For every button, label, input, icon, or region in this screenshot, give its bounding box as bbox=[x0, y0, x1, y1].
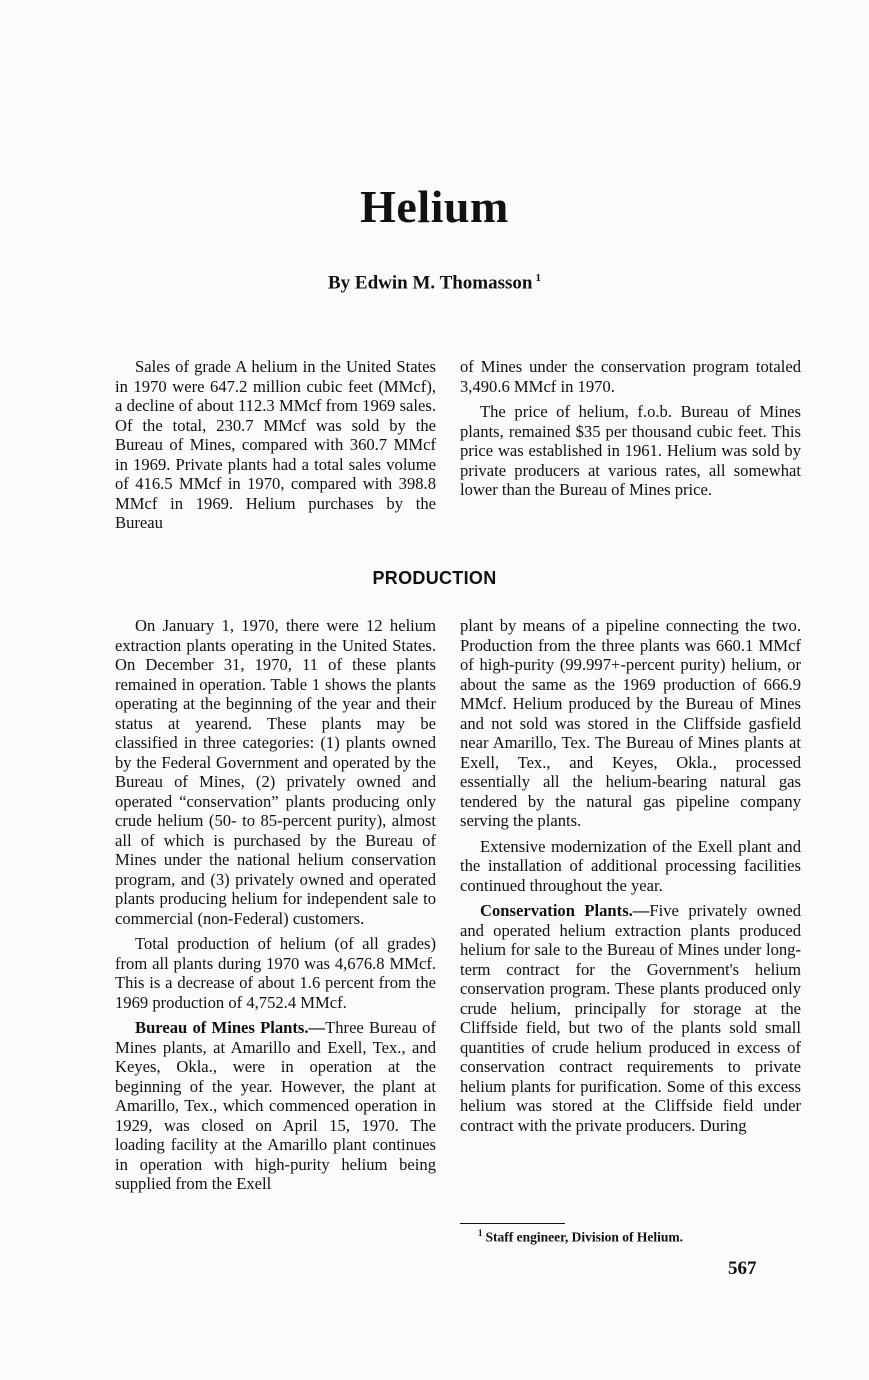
author-name: By Edwin M. Thomasson bbox=[328, 272, 533, 294]
production-column-right bbox=[460, 616, 801, 1141]
intro-paragraph-1b: of Mines under the conservation program totaled 3,490.6 MMcf in 1970. bbox=[460, 357, 801, 396]
production-column-left bbox=[115, 616, 436, 1200]
footnote-text: Staff engineer, Division of Helium. bbox=[485, 1229, 683, 1245]
intro-column-left bbox=[115, 357, 436, 539]
bureau-of-mines-paragraph-b: plant by means of a pipeline connecting the two. Production from the three plants was 660.1 MMcf of high-purity (99.997+-percent purity) helium, or about the same as the 1969 production of 666.9 MMcf. Helium produced by the Bureau of Mines and not sold was stored in the Cliffside gasfield near Amarillo, Tex. The Bureau of Mines plants at Exell, Tex., and Keyes, Okla., processed essentially all the helium-bearing natural gas tendered by the natural gas pipeline company serving the plants. bbox=[460, 616, 801, 830]
conservation-plants-paragraph bbox=[460, 901, 801, 1135]
conservation-plants-text: Five privately owned and operated helium extraction plants produced helium for sale to the Bureau of Mines under long-term contract for the Government's helium conservation program. These plants produced only crude helium, principally for storage at the Cliffside field, but two of the plants sold small quantities of crude helium produced in excess of conservation contract requirements to private helium plants for purification. Some of this excess helium was stored at the Cliffside field under contract with the private producers. During bbox=[460, 901, 801, 1135]
footnote bbox=[478, 1228, 683, 1246]
production-paragraph-2: Total production of helium (of all grades) from all plants during 1970 was 4,676.8 MMcf. This is a decrease of about 1.6 percent from the 1969 production of 4,752.4 MMcf. bbox=[115, 934, 436, 1012]
article-title: Helium bbox=[360, 181, 509, 232]
bureau-of-mines-text-a: Three Bureau of Mines plants, at Amarillo and Exell, Tex., and Keyes, Okla., were in operation at the beginning of the year. However, the plant at Amarillo, Tex., which commenced operation in 1929, was closed on April 15, 1970. The loading facility at the Amarillo plant continues in operation with high-purity helium being supplied from the Exell bbox=[115, 1018, 437, 1193]
page-number: 567 bbox=[728, 1258, 757, 1279]
byline bbox=[0, 272, 869, 294]
footnote-rule bbox=[460, 1223, 565, 1224]
intro-column-right bbox=[460, 357, 801, 506]
intro-paragraph-2: The price of helium, f.o.b. Bureau of Mines plants, remained $35 per thousand cubic feet. This price was established in 1961. Helium was sold by private producers at various rates, all somewhat lower than the Bureau of Mines price. bbox=[460, 402, 801, 499]
bureau-of-mines-runin-heading: Bureau of Mines Plants.— bbox=[135, 1018, 326, 1037]
production-paragraph-1: On January 1, 1970, there were 12 helium extraction plants operating in the United States. On December 31, 1970, 11 of these plants remained in operation. Table 1 shows the plants operating at the beginning of the year and their status at yearend. These plants may be classified in three categories: (1) plants owned by the Federal Government and operated by the Bureau of Mines, (2) privately owned and operated “conservation” plants producing only crude helium (50- to 85-percent purity), almost all of which is purchased by the Bureau of Mines under the national helium conservation program, and (3) privately owned and operated plants producing helium for independent sale to commercial (non-Federal) customers. bbox=[115, 616, 436, 928]
production-paragraph-4: Extensive modernization of the Exell plant and the installation of additional processing facilities continued throughout the year. bbox=[460, 836, 801, 895]
intro-paragraph-1a: Sales of grade A helium in the United States in 1970 were 647.2 million cubic feet (MMcf), a decline of about 112.3 MMcf from 1969 sales. Of the total, 230.7 MMcf was sold by the Bureau of Mines, compared with 360.7 MMcf in 1969. Private plants had a total sales volume of 416.5 MMcf in 1970, compared with 398.8 MMcf in 1969. Helium purchases by the Bureau bbox=[115, 357, 436, 532]
bureau-of-mines-paragraph-a bbox=[115, 1018, 436, 1194]
section-heading-production: PRODUCTION bbox=[372, 568, 497, 588]
conservation-plants-runin-heading: Conservation Plants.— bbox=[480, 901, 650, 920]
byline-footnote-mark: 1 bbox=[535, 272, 541, 284]
footnote-mark: 1 bbox=[478, 1228, 483, 1238]
